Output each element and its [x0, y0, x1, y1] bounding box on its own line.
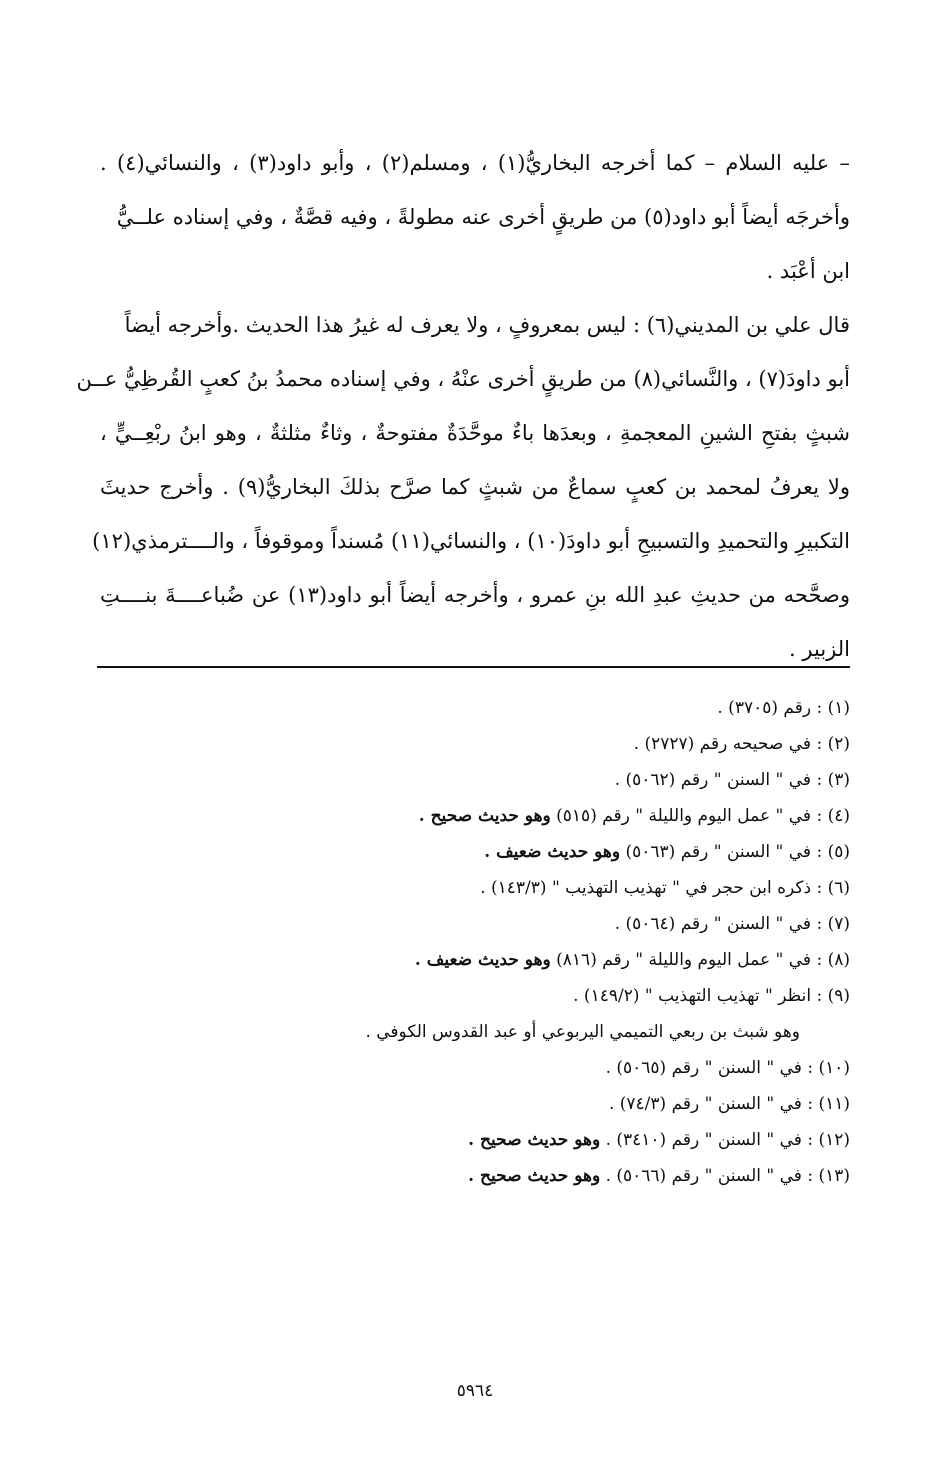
footnote — [100, 1086, 850, 1122]
footnote-divider — [97, 666, 850, 668]
footnote-text: (١٠) : في " السنن " رقم (٥٠٦٥) . — [605, 1058, 850, 1078]
footnote-text: (٨) : في " عمل اليوم والليلة " رقم (٨١٦) — [550, 950, 850, 970]
body-line: قال علي بن المديني(٦) : ليس بمعروفٍ ، ولا يعرف له غيرُ هذا الحديث .وأخرجه أيضاً — [124, 313, 850, 337]
footnote-text: (١٢) : في " السنن " رقم (٣٤١٠) . — [600, 1130, 850, 1150]
footnote-continuation — [100, 1014, 800, 1050]
footnote-text: (٦) : ذكره ابن حجر في " تهذيب التهذيب " (١٤٣/٣) . — [480, 878, 850, 898]
footnote — [100, 762, 850, 798]
body-line: ابن أعْبَد . — [766, 259, 850, 283]
footnote — [100, 690, 850, 726]
body-line: الزبير . — [789, 637, 850, 661]
footnote-text: (٣) : في " السنن " رقم (٥٠٦٢) . — [614, 770, 850, 790]
footnote-text: (١١) : في " السنن " رقم (٧٤/٣) . — [608, 1094, 850, 1114]
footnote-text: (٢) : في صحيحه رقم (٢٧٢٧) . — [633, 734, 850, 754]
footnote — [100, 1158, 850, 1194]
footnote — [100, 870, 850, 906]
footnote-text: (١) : رقم (٣٧٠٥) . — [717, 698, 850, 718]
footnote-grade: وهو حديث صحيح . — [418, 806, 551, 826]
footnote — [100, 942, 850, 978]
footnote — [100, 978, 850, 1014]
page-number: ٥٩٦٤ — [456, 1381, 494, 1401]
footnote — [100, 834, 850, 870]
body-line: – عليه السلام – كما أخرجه البخاريُّ(١) ، ومسلم(٢) ، وأبو داود(٣) ، والنسائي(٤) . — [100, 151, 850, 175]
body-line: أبو داودَ(٧) ، والنَّسائي(٨) من طريقٍ أخرى عنْهُ ، وفي إسناده محمدُ بنُ كعبٍ القُرظِيُّ عــن — [76, 367, 850, 391]
footnote-grade: وهو حديث صحيح . — [468, 1130, 601, 1150]
body-line: وصحَّحه من حديثِ عبدِ الله بنِ عمرو ، وأخرجه أيضاً أبو داود(١٣) عن ضُباعــــةَ بنــــتِ — [100, 583, 850, 607]
footnote — [100, 906, 850, 942]
body-line: التكبيرِ والتحميدِ والتسبيحِ أبو داودَ(١٠) ، والنسائي(١١) مُسنداً وموقوفاً ، والــــترمذي(١٢) — [92, 529, 850, 553]
footnote-grade: وهو حديث ضعيف . — [484, 842, 621, 862]
footnote-text: (٩) : انظر " تهذيب التهذيب " (١٤٩/٢) . — [573, 986, 850, 1006]
footnote-text: (١٣) : في " السنن " رقم (٥٠٦٦) . — [600, 1166, 850, 1186]
footnote-text: (٤) : في " عمل اليوم والليلة " رقم (٥١٥) — [550, 806, 850, 826]
footnote — [100, 726, 850, 762]
footnote — [100, 798, 850, 834]
body-line: ولا يعرفُ لمحمد بن كعبٍ سماعٌ من شبثٍ كما صرَّح بذلكَ البخاريُّ(٩) . وأخرج حديثَ — [100, 475, 850, 499]
body-line: شبثٍ بفتحِ الشينِ المعجمةِ ، وبعدَها باءٌ موحَّدَةٌ مفتوحةٌ ، وثاءٌ مثلثةٌ ، وهو ابنُ ربْعِــيٍّ ، — [100, 421, 850, 445]
footnote-grade: وهو حديث ضعيف . — [414, 950, 551, 970]
footnote — [100, 1050, 850, 1086]
footnote-text: وهو شبث بن ربعي التميمي اليربوعي أو عبد القدوس الكوفي . — [365, 1022, 800, 1042]
footnote — [100, 1122, 850, 1158]
footnote-grade: وهو حديث صحيح . — [468, 1166, 601, 1186]
body-line: وأخرجَه أيضاً أبو داود(٥) من طريقٍ أخرى عنه مطولةً ، وفيه قصَّةٌ ، وفي إسناده علــيُّ — [116, 205, 850, 229]
footnote-text: (٥) : في " السنن " رقم (٥٠٦٣) — [620, 842, 850, 862]
footnote-text: (٧) : في " السنن " رقم (٥٠٦٤) . — [614, 914, 850, 934]
